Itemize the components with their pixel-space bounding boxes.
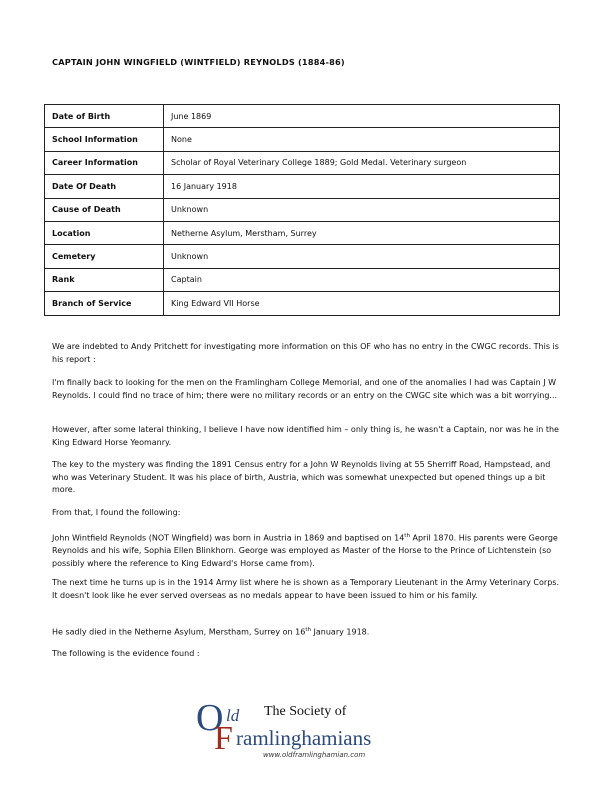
logo-url: www.oldframlinghamian.com: [263, 751, 366, 759]
info-table: [44, 104, 560, 316]
row-value: June 1869: [164, 105, 560, 128]
report-paragraph-8: The following is the evidence found :: [52, 649, 200, 658]
logo-ramlinghamians-text: ramlinghamians: [236, 726, 372, 750]
row-value: King Edward VII Horse: [164, 292, 560, 315]
row-value: 16 January 1918: [164, 175, 560, 198]
row-label: School Information: [45, 128, 164, 151]
row-label: Cemetery: [45, 245, 164, 268]
row-value: Scholar of Royal Veterinary College 1889; Gold Medal. Veterinary surgeon: [164, 151, 560, 174]
table-row: [45, 221, 560, 244]
table-row: [45, 128, 560, 151]
logo-letter-o: O: [196, 697, 224, 739]
row-label: Date Of Death: [45, 175, 164, 198]
row-label: Date of Birth: [45, 105, 164, 128]
intro-paragraph: We are indebted to Andy Pritchett for investigating more information on this OF who has no entry in the CWGC records. This is his report :: [52, 342, 559, 364]
report-paragraph-3: The key to the mystery was finding the 1891 Census entry for a John W Reynolds living at 55 Sherriff Road, Hampstead, and who was Veterinary Student. It was his place of birth, Austria, which was somewhat unexpected but opened things up a bit more.: [52, 460, 551, 494]
table-row: [45, 151, 560, 174]
table-row: [45, 292, 560, 315]
row-value: Unknown: [164, 198, 560, 221]
table-row: [45, 245, 560, 268]
report-paragraph-6: The next time he turns up is in the 1914 Army list where he is shown as a Temporary Lieutenant in the Army Veterinary Corps. It doesn't look like he ever served overseas as no medals appear to have been issued to him or his family.: [52, 578, 559, 600]
report-paragraph-4: From that, I found the following:: [52, 508, 181, 517]
table-row: [45, 175, 560, 198]
row-label: Career Information: [45, 151, 164, 174]
row-label: Rank: [45, 268, 164, 291]
row-value: Unknown: [164, 245, 560, 268]
document-title: CAPTAIN JOHN WINGFIELD (WINTFIELD) REYNOLDS (1884-86): [52, 57, 345, 67]
society-logo: [196, 697, 426, 760]
table-row: [45, 268, 560, 291]
table-row: [45, 198, 560, 221]
report-paragraph-1: I'm finally back to looking for the men on the Framlingham College Memorial, and one of the anomalies I had was Captain J W Reynolds. I could find no trace of him; there were no military records or an entry on the CWGC site which was a bit worrying...: [52, 378, 558, 400]
row-label: Location: [45, 221, 164, 244]
row-label: Cause of Death: [45, 198, 164, 221]
row-label: Branch of Service: [45, 292, 164, 315]
row-value: Captain: [164, 268, 560, 291]
report-paragraph-2: However, after some lateral thinking, I believe I have now identified him – only thing is, he wasn't a Captain, nor was he in the King Edward Horse Yeomanry.: [52, 425, 559, 447]
table-row: [45, 105, 560, 128]
report-paragraph-5: John Wintfield Reynolds (NOT Wingfield) was born in Austria in 1869 and baptised on 14th April 1870. His parents were George Reynolds and his wife, Sophia Ellen Blinkhorn. George was employed as Master of the Horse to the Prince of Lichtenstein (so possibly where the reference to King Edward's Horse came from).: [52, 533, 558, 568]
logo-society-text: The Society of: [264, 704, 347, 719]
logo-letters-ld: ld: [226, 706, 240, 725]
logo-letter-f: F: [214, 720, 233, 757]
row-value: None: [164, 128, 560, 151]
row-value: Netherne Asylum, Merstham, Surrey: [164, 221, 560, 244]
report-paragraph-7: He sadly died in the Netherne Asylum, Merstham, Surrey on 16th January 1918.: [52, 627, 370, 637]
